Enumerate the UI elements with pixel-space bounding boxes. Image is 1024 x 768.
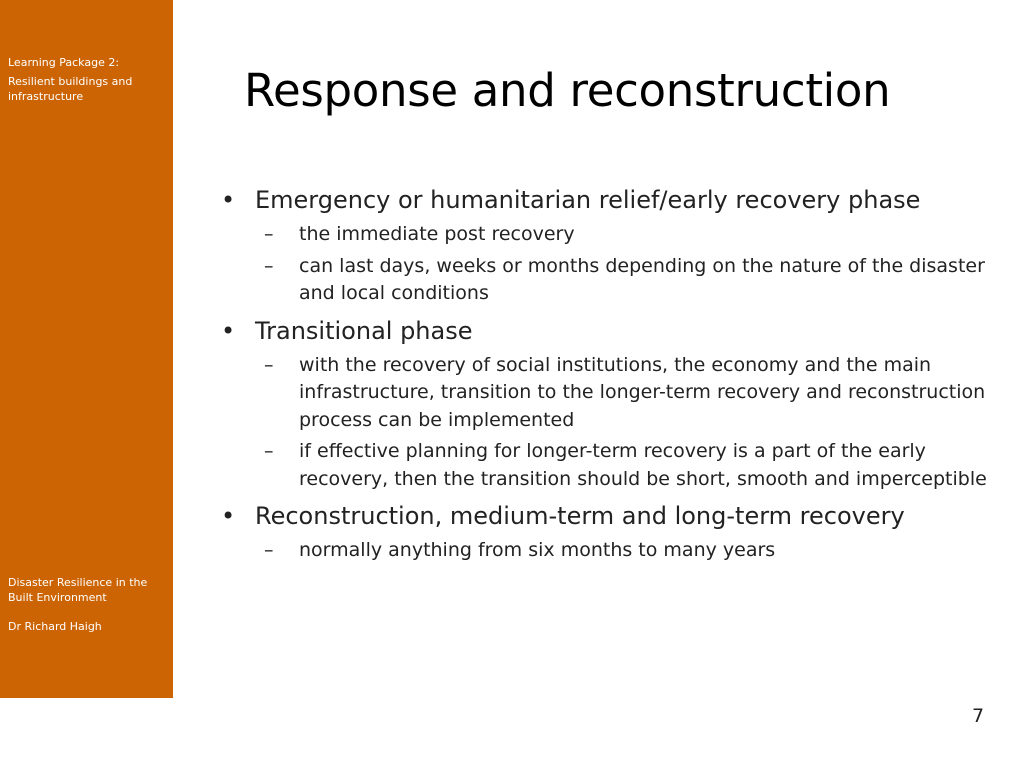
sub-bullet-text: can last days, weeks or months depending on the nature of the disaster and local conditions [299, 254, 985, 304]
bullet-marker: • [221, 316, 236, 345]
slide-title: Response and reconstruction [244, 64, 891, 117]
sub-bullet-list [255, 537, 998, 571]
bullet-item [218, 314, 998, 500]
bullet-text: Reconstruction, medium-term and long-term recovery [255, 502, 905, 530]
bullet-text: Transitional phase [255, 316, 473, 345]
bullet-item [218, 499, 998, 571]
sub-bullet-item [255, 537, 998, 565]
sub-bullet-item [255, 253, 998, 308]
sub-bullet-text: with the recovery of social institutions, the economy and the main infrastructure, transition to the longer-term recovery and reconstruction process can be implemented [299, 353, 986, 431]
dash-marker: – [264, 353, 274, 376]
package-title: Learning Package 2: [8, 56, 120, 69]
page-number: 7 [972, 705, 985, 727]
sub-bullet-item [255, 352, 998, 435]
dash-marker: – [264, 254, 274, 277]
sub-bullet-text: the immediate post recovery [299, 223, 575, 245]
bullet-item [218, 183, 998, 314]
bullet-marker: • [221, 186, 236, 214]
course-title: Disaster Resilience in the Built Environment [8, 576, 148, 604]
bullet-marker: • [221, 502, 236, 530]
sub-bullet-list [255, 352, 998, 500]
package-info [8, 55, 168, 108]
course-info [8, 575, 168, 634]
dash-marker: – [264, 539, 274, 561]
dash-marker: – [264, 223, 274, 245]
sub-bullet-text: if effective planning for longer-term recovery is a part of the early recovery, then the transition should be short, smooth and imperceptible [299, 440, 987, 490]
dash-marker: – [264, 440, 274, 462]
package-subtitle: Resilient buildings and infrastructure [8, 75, 133, 103]
sidebar [0, 0, 173, 698]
bullet-text: Emergency or humanitarian relief/early recovery phase [255, 186, 921, 214]
sub-bullet-item [255, 221, 998, 249]
sub-bullet-list [255, 221, 998, 314]
sub-bullet-item [255, 438, 998, 493]
sub-bullet-text: normally anything from six months to many years [299, 539, 776, 561]
author-name: Dr Richard Haigh [8, 620, 102, 633]
bullet-list [218, 183, 998, 571]
